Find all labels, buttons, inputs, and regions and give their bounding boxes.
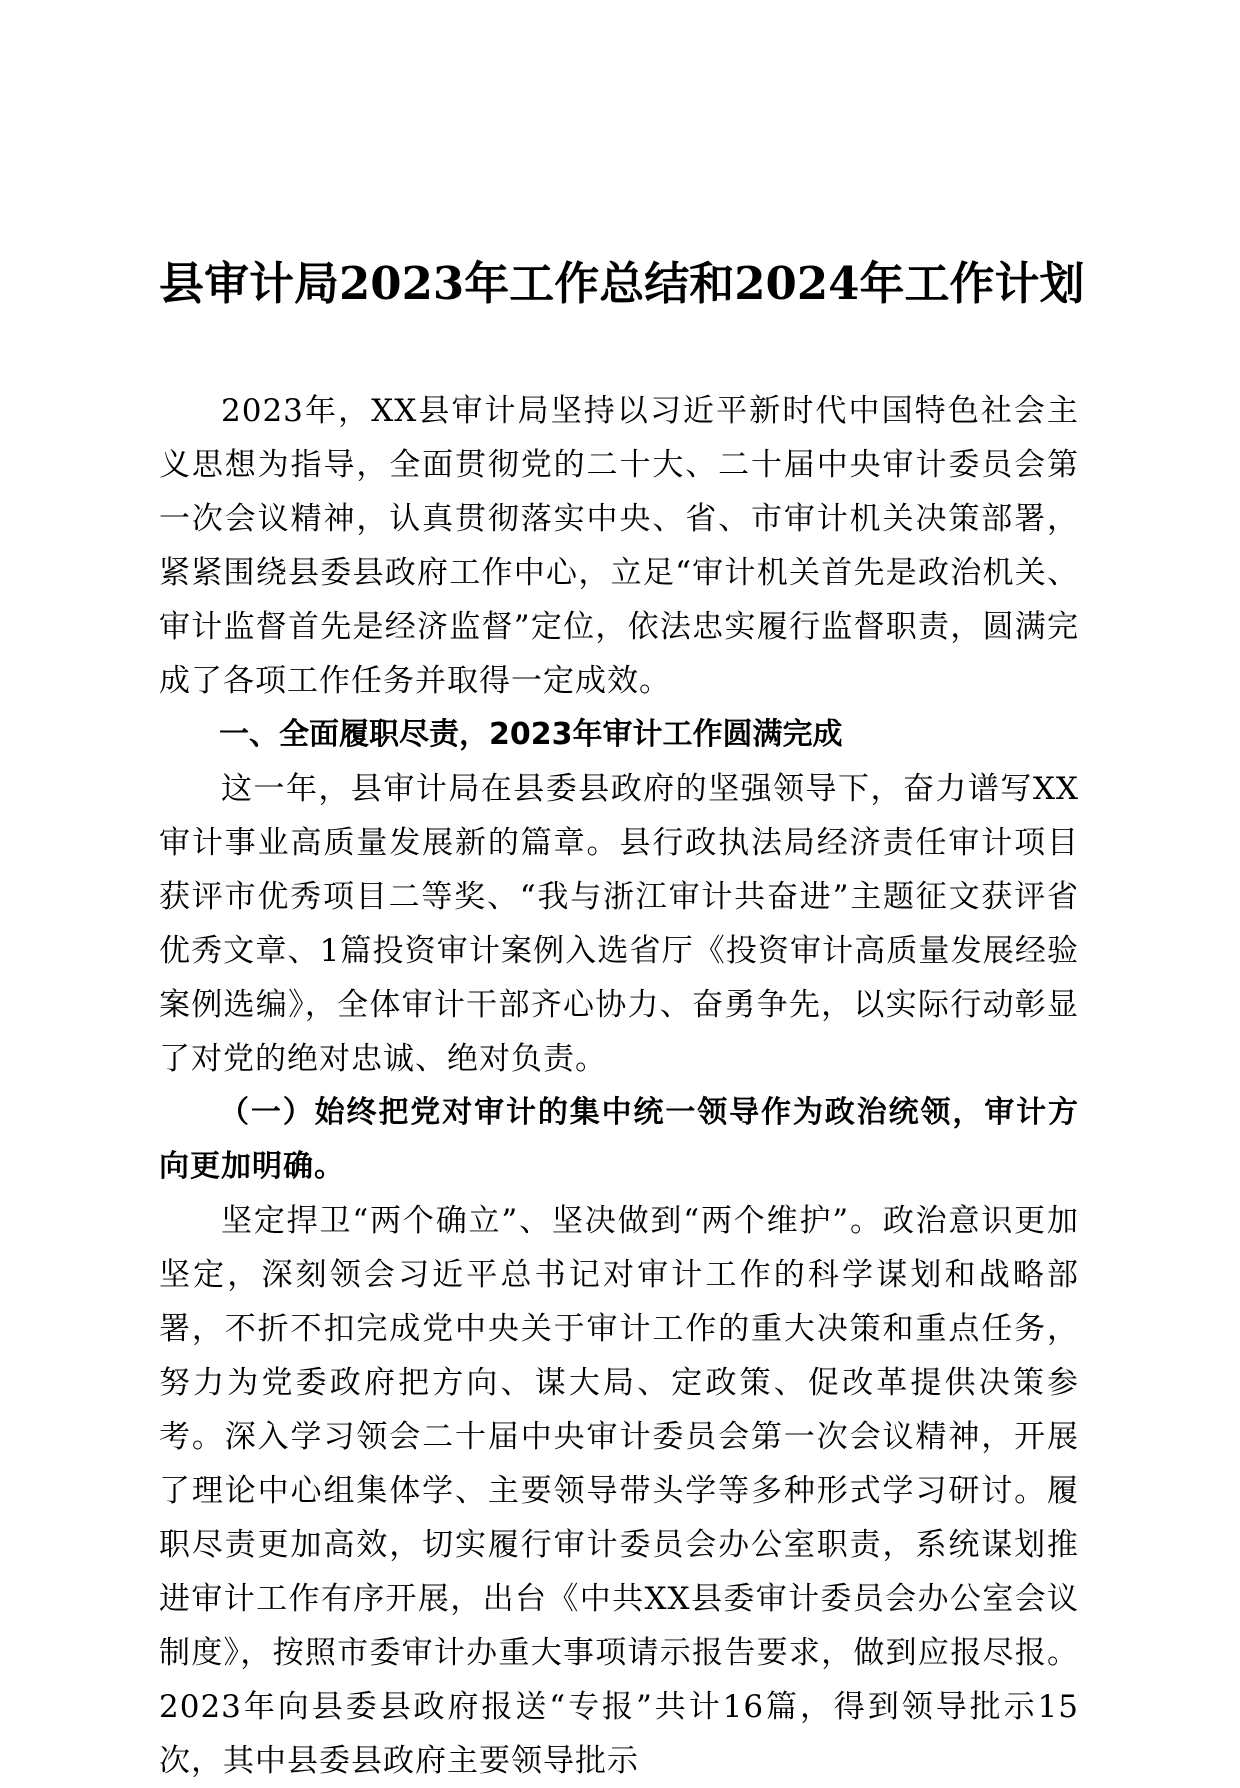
subsection-1-heading: （一）始终把党对审计的集中统一领导作为政治统领，审计方向更加明确。 [159, 1095, 1079, 1184]
document-content [159, 250, 1085, 1788]
subsection-1-paragraph: 坚定捍卫“两个确立”、坚决做到“两个维护”。政治意识更加坚定，深刻领会习近平总书记对审计工作的科学谋划和战略部署，不折不扣完成党中央关于审计工作的重大决策和重点任务，努力为党委政府把方向、谋大局、定政策、促改革提供决策参考。深入学习领会二十届中央审计委员会第一次会议精神，开展了理论中心组集体学、主要领导带头学等多种形式学习研讨。履职尽责更加高效，切实履行审计委员会办公室职责，系统谋划推进审计工作有序开展，出台《中共XX县委审计委员会办公室会议制度》，按照市委审计办重大事项请示报告要求，做到应报尽报。2023年向县委县政府报送“专报”共计16篇，得到领导批示15次，其中县委县政府主要领导批示 [159, 1203, 1079, 1779]
document-body [159, 384, 1079, 1788]
section-1-heading: 一、全面履职尽责，2023年审计工作圆满完成 [219, 717, 843, 752]
section-1-paragraph: 这一年，县审计局在县委县政府的坚强领导下，奋力谱写XX审计事业高质量发展新的篇章。县行政执法局经济责任审计项目获评市优秀项目二等奖、“我与浙江审计共奋进”主题征文获评省优秀文章、1篇投资审计案例入选省厅《投资审计高质量发展经验案例选编》，全体审计干部齐心协力、奋勇争先，以实际行动彰显了对党的绝对忠诚、绝对负责。 [159, 771, 1079, 1077]
document-title: 县审计局2023年工作总结和2024年工作计划 [159, 257, 1085, 310]
intro-paragraph: 2023年，XX县审计局坚持以习近平新时代中国特色社会主义思想为指导，全面贯彻党的二十大、二十届中央审计委员会第一次会议精神，认真贯彻落实中央、省、市审计机关决策部署，紧紧围绕县委县政府工作中心，立足“审计机关首先是政治机关、审计监督首先是经济监督”定位，依法忠实履行监督职责，圆满完成了各项工作任务并取得一定成效。 [159, 393, 1079, 699]
